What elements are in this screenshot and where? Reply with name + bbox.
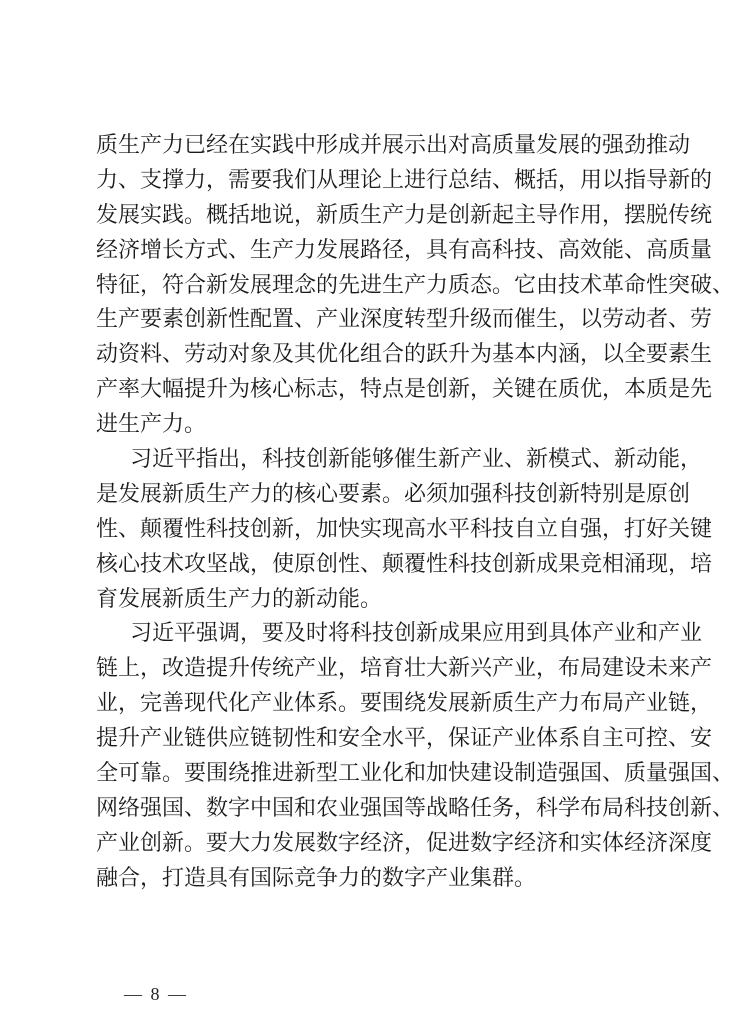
paragraph-2	[96, 443, 713, 617]
text-line: 网络强国、数字中国和农业强国等战略任务，科学布局科技创新、	[96, 795, 734, 821]
text-line: 特征，符合新发展理念的先进生产力质态。它由技术革命性突破、	[96, 272, 734, 298]
text-line: 力、支撑力，需要我们从理论上进行总结、概括，用以指导新的	[96, 167, 713, 193]
text-line: 产率大幅提升为核心标志，特点是创新，关键在质优，本质是先	[96, 377, 713, 403]
paragraph-1	[96, 129, 734, 443]
text-line: 习近平强调，要及时将科技创新成果应用到具体产业和产业	[130, 621, 703, 647]
text-line: 是发展新质生产力的核心要素。必须加强科技创新特别是原创	[96, 481, 691, 507]
text-line: 业，完善现代化产业体系。要围绕发展新质生产力布局产业链，	[96, 691, 713, 717]
text-line: 动资料、劳动对象及其优化组合的跃升为基本内涵，以全要素生	[96, 342, 713, 368]
text-line: 进生产力。	[96, 412, 207, 438]
text-line: 提升产业链供应链韧性和安全水平，保证产业体系自主可控、安	[96, 726, 713, 752]
text-line: 育发展新质生产力的新动能。	[96, 586, 383, 612]
text-line: 产业创新。要大力发展数字经济，促进数字经济和实体经济深度	[96, 830, 713, 856]
page-number: — 8 —	[124, 984, 188, 1004]
text-line: 生产要素创新性配置、产业深度转型升级而催生，以劳动者、劳	[96, 307, 713, 333]
paragraph-3	[96, 617, 734, 896]
text-line: 习近平指出，科技创新能够催生新产业、新模式、新动能，	[130, 447, 703, 473]
text-line: 链上，改造提升传统产业，培育壮大新兴产业，布局建设未来产	[96, 656, 713, 682]
document-body	[96, 129, 734, 897]
text-line: 发展实践。概括地说，新质生产力是创新起主导作用，摆脱传统	[96, 202, 713, 228]
text-line: 质生产力已经在实践中形成并展示出对高质量发展的强劲推动	[96, 133, 691, 158]
text-line: 全可靠。要围绕推进新型工业化和加快建设制造强国、质量强国、	[96, 761, 734, 787]
text-line: 核心技术攻坚战，使原创性、颠覆性科技创新成果竞相涌现，培	[96, 551, 713, 577]
text-line: 经济增长方式、生产力发展路径，具有高科技、高效能、高质量	[96, 237, 713, 263]
text-line: 融合，打造具有国际竞争力的数字产业集群。	[96, 865, 537, 891]
text-line: 性、颠覆性科技创新，加快实现高水平科技自立自强，打好关键	[96, 516, 713, 542]
